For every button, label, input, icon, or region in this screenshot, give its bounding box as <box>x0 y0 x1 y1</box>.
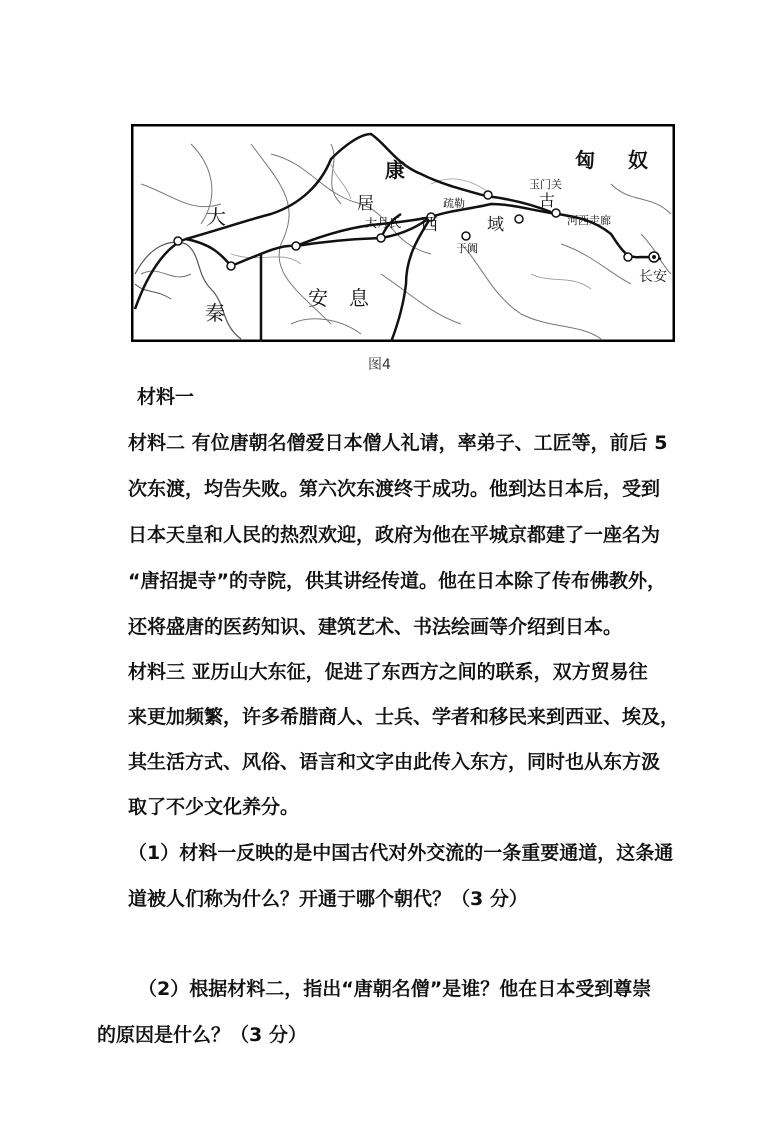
map-svg <box>131 124 675 342</box>
changan-marker-dot <box>652 255 656 259</box>
label-ju: 居 <box>357 194 374 214</box>
label-shule: 疏勒 <box>443 197 465 210</box>
question-1-line-1: （1）材料一反映的是中国古代对外交流的一条重要通道，这条通 <box>128 842 674 864</box>
material-1-label: 材料一 <box>137 386 195 408</box>
city-marker <box>484 191 492 199</box>
city-marker <box>552 209 560 217</box>
label-xi: 西 <box>421 215 438 235</box>
figure-caption: 图4 <box>368 357 391 373</box>
material-2-line-5: 还将盛唐的医药知识、建筑艺术、书法绘画等介绍到日本。 <box>128 616 623 638</box>
material-2-line-2: 次东渡，均告失败。第六次东渡终于成功。他到达日本后，受到 <box>128 478 661 500</box>
city-marker <box>624 253 632 261</box>
city-marker <box>462 232 470 240</box>
silk-road-map <box>131 124 675 342</box>
city-marker <box>377 234 385 242</box>
label-yu: 域 <box>487 215 504 235</box>
label-an: 安 <box>308 286 328 310</box>
material-3-line-4: 取了不少文化养分。 <box>128 796 300 818</box>
city-marker <box>174 237 182 245</box>
material-2-line-4: “唐招提寺”的寺院，供其讲经传道。他在日本除了传布佛教外， <box>128 570 666 592</box>
label-nu: 奴 <box>628 148 648 172</box>
label-xi-anxi: 息 <box>349 286 369 310</box>
label-kang: 康 <box>385 158 405 182</box>
material-3-line-3: 其生活方式、风俗、语言和文字由此传入东方，同时也从东方汲 <box>128 751 661 773</box>
label-gu: 古 <box>539 191 556 210</box>
label-yutian: 于阗 <box>456 242 478 255</box>
question-1-line-2: 道被人们称为什么？开通于哪个朝代？（3 分） <box>128 888 528 910</box>
city-marker <box>515 215 523 223</box>
question-2-line-1: （2）根据材料二，指出“唐朝名僧”是谁？他在日本受到尊崇 <box>138 978 652 1000</box>
label-qin: 秦 <box>205 301 225 325</box>
label-yumenguan: 玉门关 <box>529 178 562 191</box>
city-marker <box>292 242 300 250</box>
label-hexi: 河西走廊 <box>567 214 611 227</box>
label-changan: 长安 <box>639 269 667 285</box>
label-dayuezhi: 大月氏 <box>365 216 402 230</box>
question-2-line-2: 的原因是什么？（3 分） <box>97 1024 307 1046</box>
material-3-line-1: 材料三 亚历山大东征，促进了东西方之间的联系，双方贸易往 <box>128 661 648 683</box>
label-xiong: 匈 <box>575 148 595 172</box>
material-2-line-1: 材料二 有位唐朝名僧爱日本僧人礼请，率弟子、工匠等，前后 5 <box>128 432 668 454</box>
city-marker <box>227 262 235 270</box>
material-2-line-3: 日本天皇和人民的热烈欢迎，政府为他在平城京都建了一座名为 <box>128 524 661 546</box>
label-da: 大 <box>206 205 226 229</box>
material-3-line-2: 来更加频繁，许多希腊商人、士兵、学者和移民来到西亚、埃及， <box>128 706 680 728</box>
